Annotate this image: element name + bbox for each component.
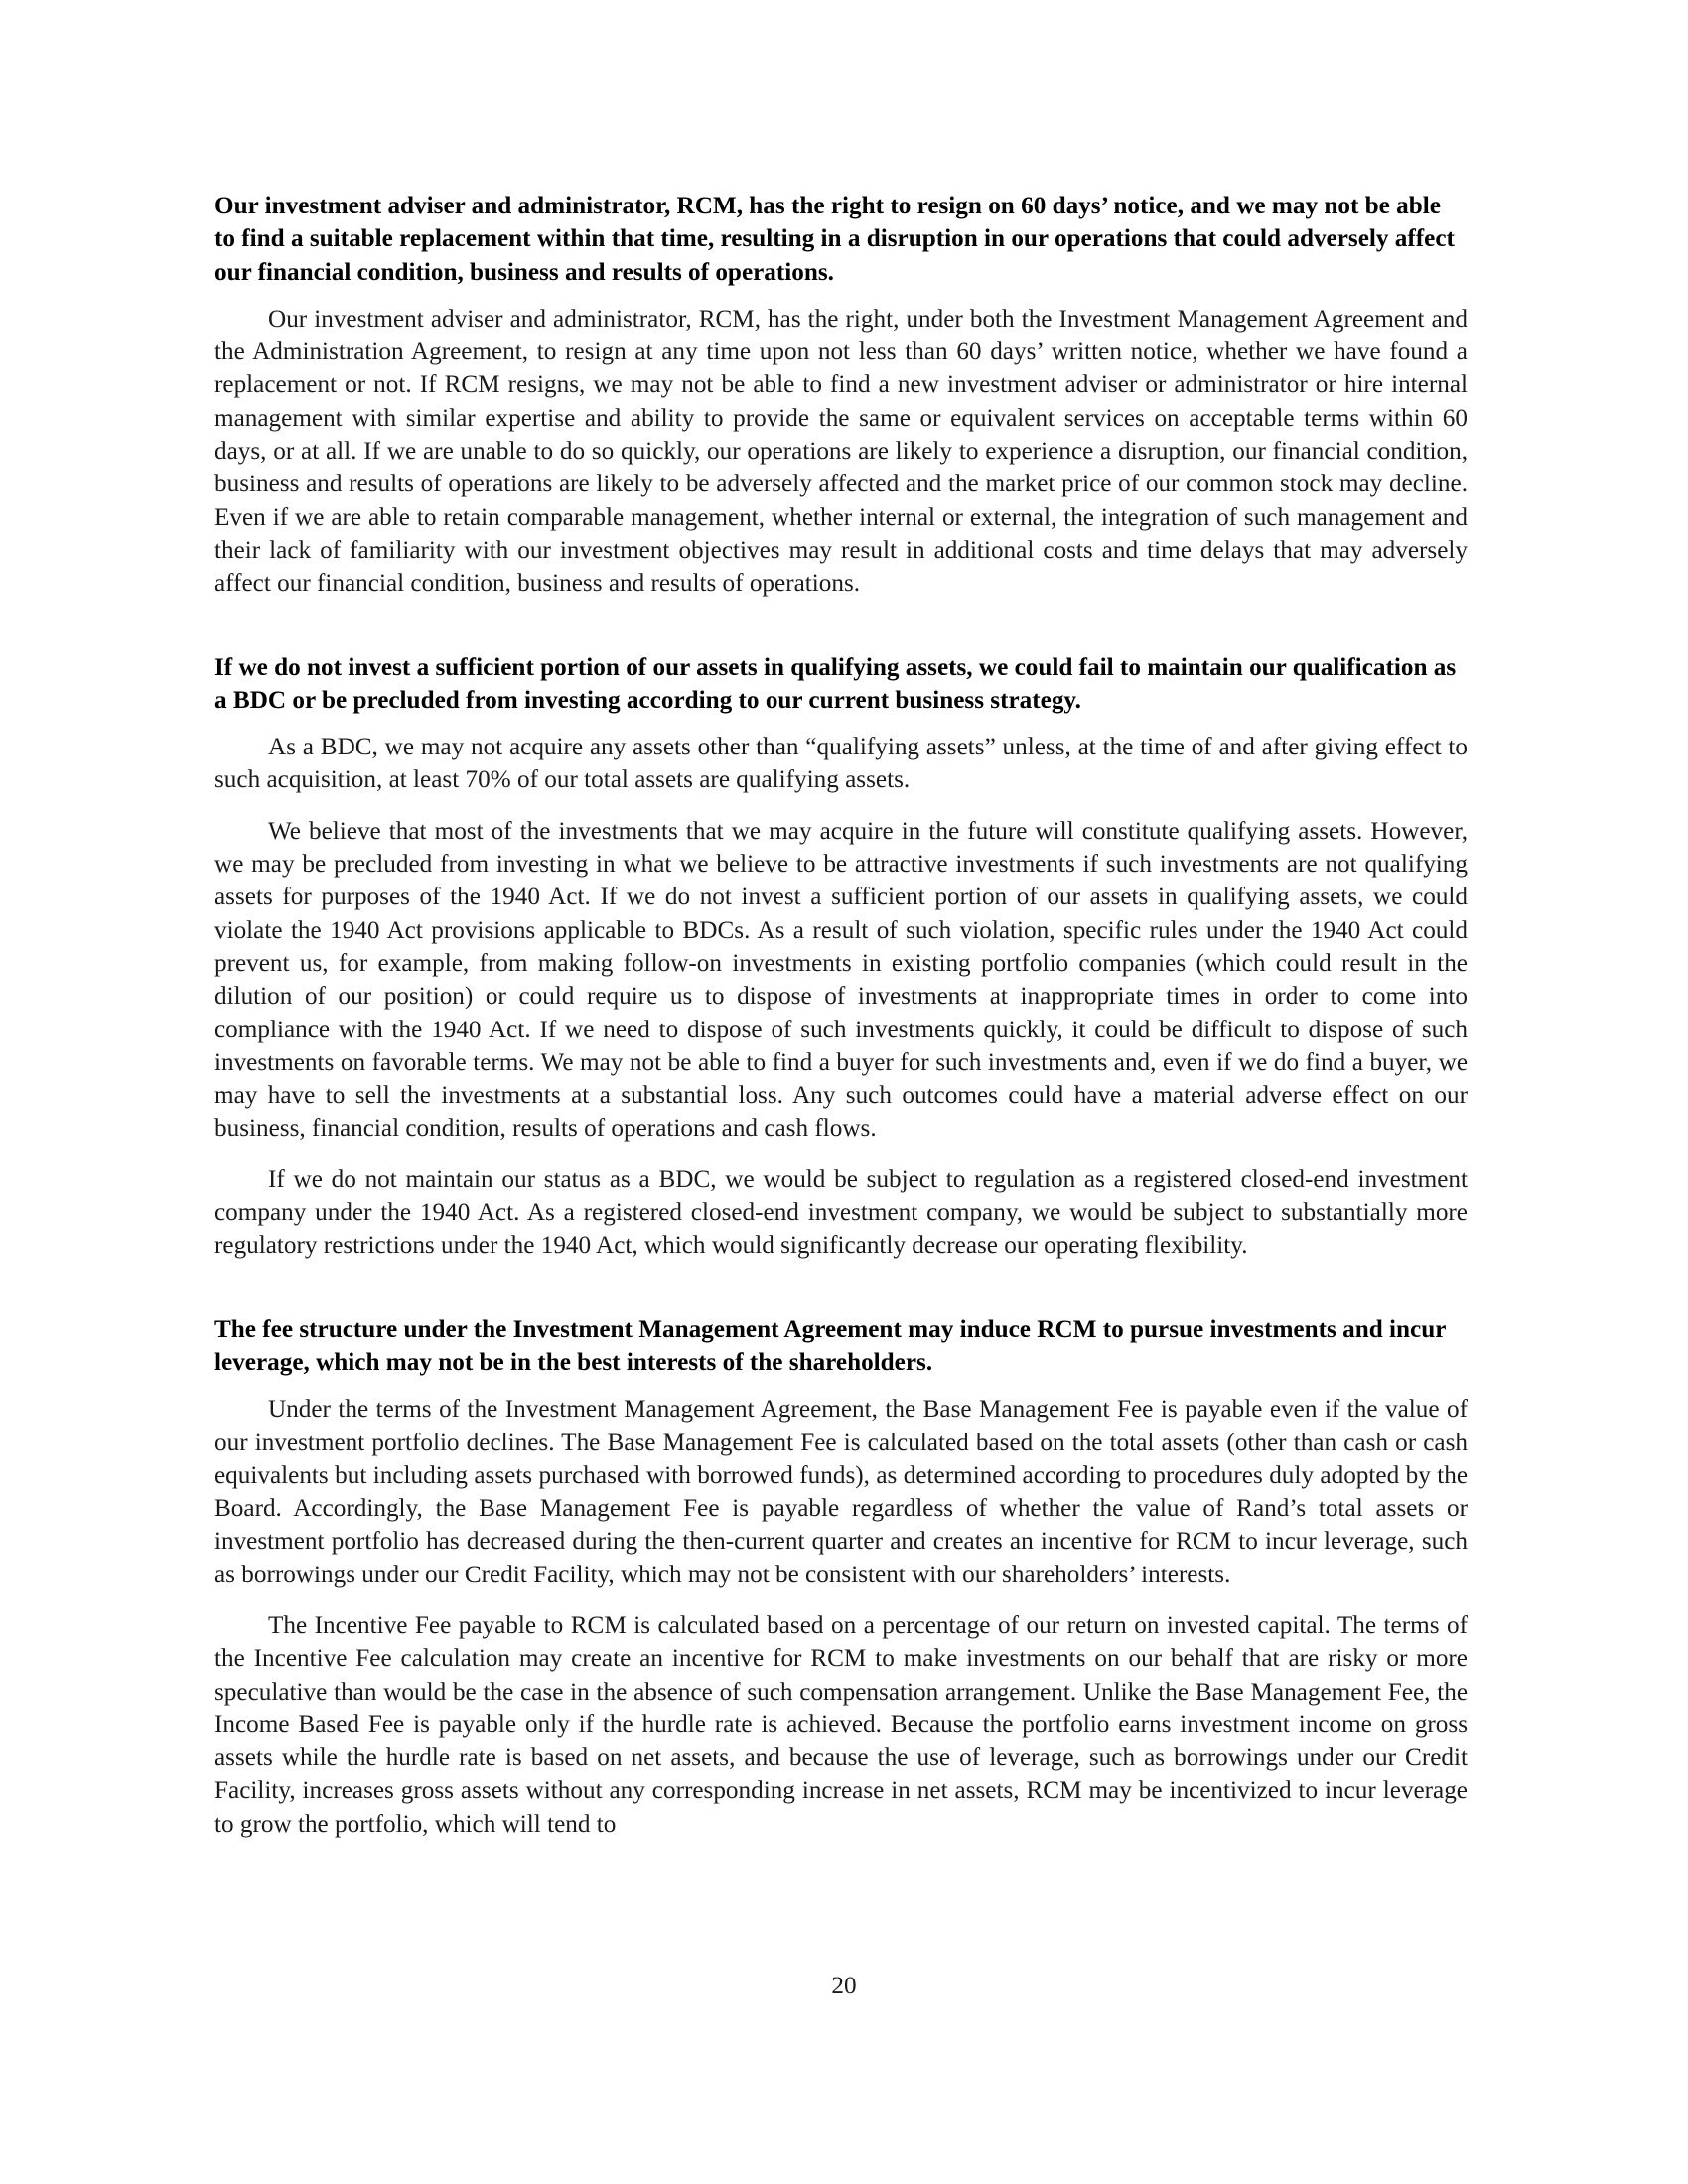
- page-number: 20: [831, 1973, 857, 1999]
- section-heading-adviser-resignation: Our investment adviser and administrator, RCM, has the right to resign on 60 days’ notice, and we may not be able to find a suitable replacement within that time, resulting in a disruption in our operations that could adversely affect our financial condition, business and results of operations.: [214, 193, 1455, 286]
- paragraph-bdc-status: If we do not maintain our status as a BDC, we would be subject to regulation as a registered closed-end investment company under the 1940 Act. As a registered closed-end investment company, we would be subject to substantially more regulatory restrictions under the 1940 Act, which would significantly decrease our operating flexibility.: [214, 1165, 1468, 1260]
- section-heading-qualifying-assets: If we do not invest a sufficient portion of our assets in qualifying assets, we could fail to maintain our qualification as a BDC or be precluded from investing according to our current business strategy.: [214, 653, 1457, 714]
- section-heading-fee-structure: The fee structure under the Investment Management Agreement may induce RCM to pursue investments and incur leverage, which may not be in the best interests of the shareholders.: [214, 1315, 1446, 1376]
- page-content: [214, 190, 1468, 1841]
- paragraph-incentive-fee: The Incentive Fee payable to RCM is calculated based on a percentage of our return on invested capital. The terms of the Incentive Fee calculation may create an incentive for RCM to make investments on our behalf that are risky or more speculative than would be the case in the absence of such compensation arrangement. Unlike the Base Management Fee, the Income Based Fee is payable only if the hurdle rate is achieved. Because the portfolio earns investment income on gross assets while the hurdle rate is based on net assets, and because the use of leverage, such as borrowings under our Credit Facility, increases gross assets without any corresponding increase in net assets, RCM may be incentivized to incur leverage to grow the portfolio, which will tend to: [214, 1611, 1468, 1838]
- paragraph-bdc-qualifying-assets: As a BDC, we may not acquire any assets other than “qualifying assets” unless, at the time of and after giving effect to such acquisition, at least 70% of our total assets are qualifying assets.: [214, 734, 1468, 794]
- paragraph-qualifying-assets-investments: We believe that most of the investments that we may acquire in the future will constitute qualifying assets. However, we may be precluded from investing in what we believe to be attractive investments if such investments are not qualifying assets for purposes of the 1940 Act. If we do not invest a sufficient portion of our assets in qualifying assets, we could violate the 1940 Act provisions applicable to BDCs. As a result of such violation, specific rules under the 1940 Act could prevent us, for example, from making follow-on investments in existing portfolio companies (which could result in the dilution of our position) or could require us to dispose of investments at inappropriate times in order to come into compliance with the 1940 Act. If we need to dispose of such investments quickly, it could be difficult to dispose of such investments on favorable terms. We may not be able to find a buyer for such investments and, even if we do find a buyer, we may have to sell the investments at a substantial loss. Any such outcomes could have a material adverse effect on our business, financial condition, results of operations and cash flows.: [214, 817, 1468, 1143]
- paragraph-adviser-resignation: Our investment adviser and administrator, RCM, has the right, under both the Investment Management Agreement and the Administration Agreement, to resign at any time upon not less than 60 days’ written notice, whether we have found a replacement or not. If RCM resigns, we may not be able to find a new investment adviser or administrator or hire internal management with similar expertise and ability to provide the same or equivalent services on acceptable terms within 60 days, or at all. If we are unable to do so quickly, our operations are likely to experience a disruption, our financial condition, business and results of operations are likely to be adversely affected and the market price of our common stock may decline. Even if we are able to retain comparable management, whether internal or external, the integration of such management and their lack of familiarity with our investment objectives may result in additional costs and time delays that may adversely affect our financial condition, business and results of operations.: [214, 305, 1468, 598]
- paragraph-base-management-fee: Under the terms of the Investment Management Agreement, the Base Management Fee is payable even if the value of our investment portfolio declines. The Base Management Fee is calculated based on the total assets (other than cash or cash equivalents but including assets purchased with borrowed funds), as determined according to procedures duly adopted by the Board. Accordingly, the Base Management Fee is payable regardless of whether the value of Rand’s total assets or investment portfolio has decreased during the then-current quarter and creates an incentive for RCM to incur leverage, such as borrowings under our Credit Facility, which may not be consistent with our shareholders’ interests.: [214, 1396, 1468, 1588]
